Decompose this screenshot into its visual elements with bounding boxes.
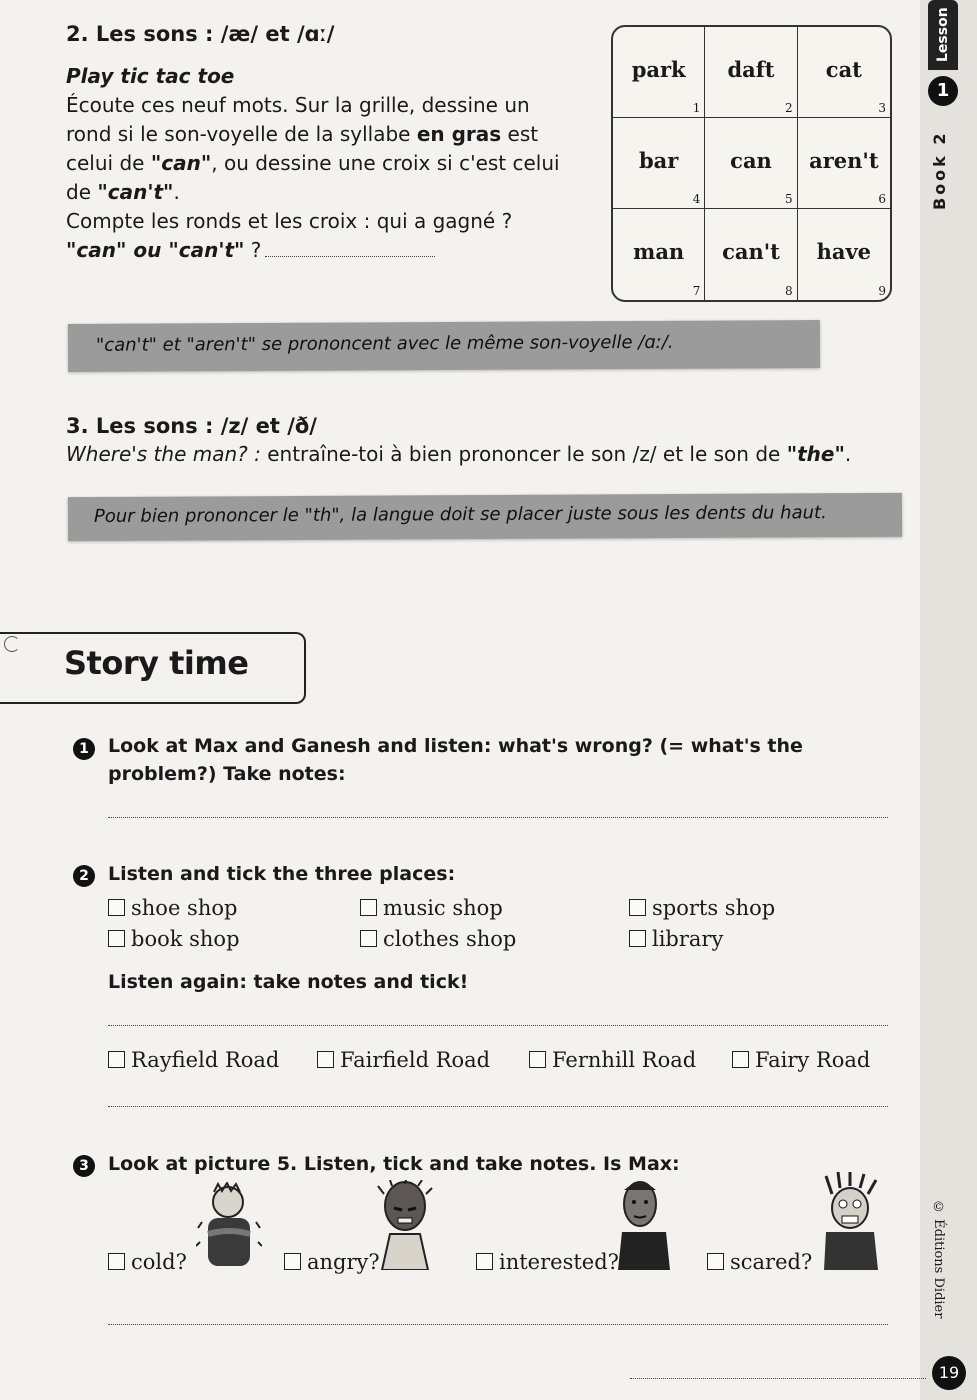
text: est (501, 122, 539, 146)
checkbox[interactable] (529, 1051, 546, 1068)
grid-cell[interactable] (705, 118, 797, 209)
mood-option-interested[interactable] (476, 1250, 619, 1274)
place-option-sports-shop[interactable] (629, 896, 775, 920)
option-label: sports shop (652, 896, 776, 920)
question-2-number: 2 (73, 865, 95, 887)
story-time-title: Story time (64, 644, 249, 682)
grid-cell[interactable] (705, 209, 797, 300)
grid-cell[interactable] (798, 27, 890, 118)
option-label: scared? (730, 1250, 813, 1274)
option-label: interested? (499, 1250, 619, 1274)
grid-word: cat (825, 57, 862, 82)
instruction-line (66, 120, 596, 149)
grid-cell[interactable] (798, 209, 890, 300)
checkbox[interactable] (108, 899, 125, 916)
emphasis: "the" (786, 442, 845, 466)
place-option-book-shop[interactable] (108, 927, 240, 951)
lesson-tab: Lesson (928, 0, 958, 70)
place-option-music-shop[interactable] (360, 896, 503, 920)
checkbox[interactable] (108, 1051, 125, 1068)
emphasis: en gras (416, 122, 502, 146)
cold-boy-illustration (196, 1182, 262, 1270)
emphasis: "can't" (97, 180, 174, 204)
grid-cell-number: 7 (692, 284, 701, 298)
text: celui de (66, 151, 151, 175)
grid-word: bar (638, 148, 679, 173)
angry-boy-illustration (372, 1180, 438, 1270)
grid-cell[interactable] (613, 27, 705, 118)
road-option-fairfield[interactable] (317, 1048, 490, 1072)
text: problem?) Take notes: (108, 763, 346, 785)
text: ? (244, 238, 262, 262)
page-number: 19 (932, 1356, 966, 1390)
text: . (844, 442, 852, 466)
place-option-library[interactable] (629, 927, 723, 951)
section-3-title: 3. Les sons : /z/ et /ð/ (66, 414, 317, 438)
grid-cell-number: 4 (692, 192, 701, 206)
checkbox[interactable] (629, 899, 646, 916)
interested-boy-illustration (612, 1176, 672, 1270)
grid-word: man (633, 239, 685, 264)
option-label: shoe shop (131, 896, 238, 920)
instruction-line (66, 178, 596, 207)
text: rond si le son-voyelle de la syllabe (66, 122, 417, 146)
checkbox[interactable] (317, 1051, 334, 1068)
grid-cell[interactable] (705, 27, 797, 118)
grid-word: aren't (809, 148, 879, 173)
checkbox[interactable] (476, 1253, 493, 1270)
section-2-subtitle: Play tic tac toe (66, 64, 235, 88)
checkbox[interactable] (707, 1253, 724, 1270)
checkbox[interactable] (360, 930, 377, 947)
side-margin (920, 0, 977, 1400)
grid-cell-number: 9 (878, 284, 886, 298)
option-label: Fairy Road (755, 1048, 871, 1072)
section-2-instructions (66, 62, 596, 265)
mood-option-scared[interactable] (707, 1250, 812, 1274)
checkbox[interactable] (629, 930, 646, 947)
road-option-fernhill[interactable] (529, 1048, 696, 1072)
question-3-number: 3 (73, 1155, 95, 1177)
footer-line (630, 1378, 926, 1379)
lesson-number-badge: 1 (928, 76, 958, 106)
scared-boy-illustration (818, 1172, 882, 1270)
notes-line[interactable] (108, 1324, 888, 1325)
mood-option-cold[interactable] (108, 1250, 187, 1274)
text: entraîne-toi à bien prononcer le son /z/ et le son de (260, 442, 787, 466)
th-pronunciation-note: Pour bien prononcer le "th", la langue doit se placer juste sous les dents du haut. (68, 493, 902, 541)
tic-tac-toe-grid (611, 25, 892, 302)
notes-line[interactable] (108, 817, 888, 818)
notes-line[interactable] (108, 1025, 888, 1026)
instruction-line: Écoute ces neuf mots. Sur la grille, dessine un (66, 93, 530, 117)
option-label: library (652, 927, 724, 951)
text: , ou dessine une croix si c'est celui (211, 151, 560, 175)
option-label: angry? (307, 1250, 380, 1274)
question-1-number: 1 (73, 738, 95, 760)
grid-cell-number: 1 (692, 101, 701, 115)
pronunciation-note: "can't" et "aren't" se prononcent avec le même son-voyelle /ɑː/. (68, 320, 820, 372)
grid-cell-number: 3 (878, 101, 886, 115)
place-option-shoe-shop[interactable] (108, 896, 237, 920)
option-label: music shop (383, 896, 503, 920)
book-label: Book 2 (930, 130, 949, 210)
section-3-instruction (66, 440, 906, 469)
checkbox[interactable] (108, 1253, 125, 1270)
checkbox[interactable] (360, 899, 377, 916)
grid-word: park (631, 57, 686, 82)
option-label: Fairfield Road (340, 1048, 491, 1072)
grid-word: can (730, 148, 772, 173)
text: de (66, 180, 98, 204)
answer-line[interactable] (265, 256, 435, 257)
spiral-icon (4, 636, 20, 652)
question-2-text: Listen and tick the three places: (108, 863, 456, 885)
grid-cell-number: 5 (785, 192, 793, 206)
publisher-credit: © Éditions Didier (931, 1200, 946, 1319)
question-3-text: Look at picture 5. Listen, tick and take notes. Is Max: (108, 1153, 680, 1175)
instruction-line (66, 149, 596, 178)
road-option-fairy[interactable] (732, 1048, 870, 1072)
text: Look at Max and Ganesh and listen: what's wrong? (= what's the (108, 735, 803, 757)
emphasis: Where's the man? : (66, 442, 261, 466)
option-label: clothes shop (383, 927, 517, 951)
grid-cell[interactable] (613, 118, 705, 209)
listen-again-instruction: Listen again: take notes and tick! (108, 971, 469, 993)
mood-option-angry[interactable] (284, 1250, 380, 1274)
option-label: cold? (131, 1250, 187, 1274)
road-option-rayfield[interactable] (108, 1048, 279, 1072)
grid-word: daft (727, 57, 775, 82)
grid-cell[interactable] (613, 209, 705, 300)
option-label: Fernhill Road (552, 1048, 697, 1072)
instruction-line (66, 236, 596, 265)
checkbox[interactable] (284, 1253, 301, 1270)
grid-cell-number: 6 (878, 192, 886, 206)
question-1-text (108, 732, 868, 788)
emphasis: "can" ou "can't" (66, 238, 245, 262)
checkbox[interactable] (108, 930, 125, 947)
grid-cell-number: 2 (785, 101, 793, 115)
option-label: Rayfield Road (131, 1048, 280, 1072)
grid-cell-number: 8 (785, 284, 793, 298)
grid-word: can't (722, 239, 780, 264)
checkbox[interactable] (732, 1051, 749, 1068)
emphasis: "can" (150, 151, 212, 175)
notes-line[interactable] (108, 1106, 888, 1107)
grid-word: have (816, 239, 872, 264)
option-label: book shop (131, 927, 240, 951)
text: . (173, 180, 180, 204)
instruction-line: Compte les ronds et les croix : qui a gagné ? (66, 209, 513, 233)
place-option-clothes-shop[interactable] (360, 927, 516, 951)
section-2-title: 2. Les sons : /æ/ et /ɑː/ (66, 22, 335, 46)
grid-cell[interactable] (798, 118, 890, 209)
